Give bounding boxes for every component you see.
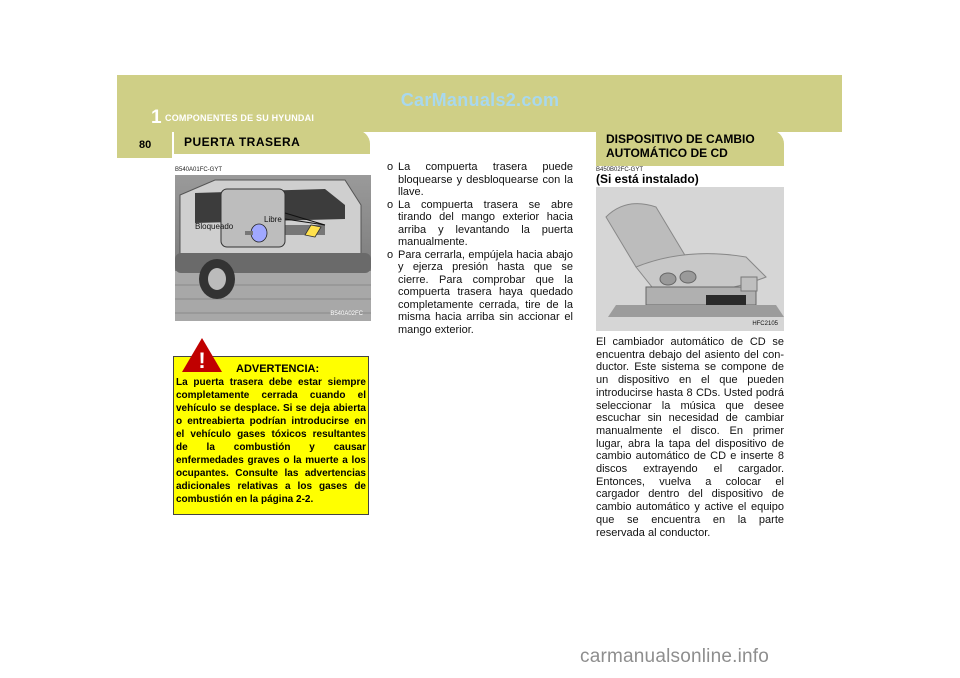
svg-text:!: ! xyxy=(198,348,206,373)
label-locked: Bloqueado xyxy=(195,222,234,231)
section-title-tailgate: PUERTA TRASERA xyxy=(184,135,301,149)
figure-code: HFC2105 xyxy=(752,321,778,327)
list-item xyxy=(387,199,573,249)
tailgate-figure xyxy=(175,175,371,321)
warning-title: ADVERTENCIA: xyxy=(236,363,320,375)
section-subtitle: (Si está instalado) xyxy=(596,172,699,186)
figure-code: B540A02FC xyxy=(330,311,363,317)
list-item-text: Para cerrarla, empújela hacia abajo y ejerza presión hasta que se cierre. Para comprobar que la compuerta trasera haya quedado completamente cerrada, tire de la misma hacia arriba sin accionar el mango exterior. xyxy=(398,248,573,336)
warning-text: La puerta trasera debe estar siempre completamente cerrada cuando el vehículo se desplace. Si se deja abierta o entreabierta podrían introducirse en el vehículo gases tóxicos resultantes de la combustión y causar enfermedades graves o la muerte a los ocupantes. Consulte las advertencias adicionales relativas a los gases de combustión en la página 2-2. xyxy=(176,377,366,505)
cd-changer-illustration xyxy=(596,187,784,331)
chapter-number: 1 xyxy=(151,107,162,128)
warning-box xyxy=(173,356,369,515)
list-item xyxy=(387,161,573,199)
list-item-text: La compuerta trasera se abre tirando del mango exterior hacia arriba y levantando la puerta manualmente. xyxy=(398,198,573,248)
section-code-right: B450B02FC-GYT xyxy=(596,167,644,173)
tailgate-illustration xyxy=(175,175,371,321)
section-code-left: B540A01FC-GYT xyxy=(175,167,223,173)
list-bullet: o xyxy=(387,198,394,211)
label-unlocked: Libre xyxy=(264,215,282,224)
tailgate-instructions xyxy=(387,161,573,336)
chapter-title: COMPONENTES DE SU HYUNDAI xyxy=(165,113,315,123)
cd-changer-figure xyxy=(596,187,784,331)
list-item-text: La compuerta trasera puede bloquearse y desbloquearse con la llave. xyxy=(398,161,573,198)
warning-triangle-icon xyxy=(180,336,224,374)
list-item xyxy=(387,249,573,337)
list-bullet: o xyxy=(387,248,394,261)
brand-watermark[interactable]: CarManuals2.com xyxy=(400,90,560,110)
section-title-cd-changer: DISPOSITIVO DE CAMBIO AUTOMÁTICO DE CD xyxy=(606,132,755,160)
page-number: 80 xyxy=(139,139,152,151)
cd-changer-description: El cambiador automático de CD se encuentra debajo del asiento del con-ductor. Este sistema se compone de un dispositivo en el que pueden introducirse hasta 8 CDs. Usted podrá seleccionar la música que desee escuchar sin necesidad de cambiar manualmente el disco. En primer lugar, abra la tapa del dispositivo de cambio automático de CD e inserte 8 discos extrayendo el cargador. Entonces, vuelva a colocar el cargador dentro del dispositivo de cambio automático y active el equipo que se encuentra en la parte reservada al conductor. xyxy=(596,336,784,539)
list-bullet: o xyxy=(387,161,394,173)
footer-watermark[interactable]: carmanualsonline.info xyxy=(580,646,770,667)
